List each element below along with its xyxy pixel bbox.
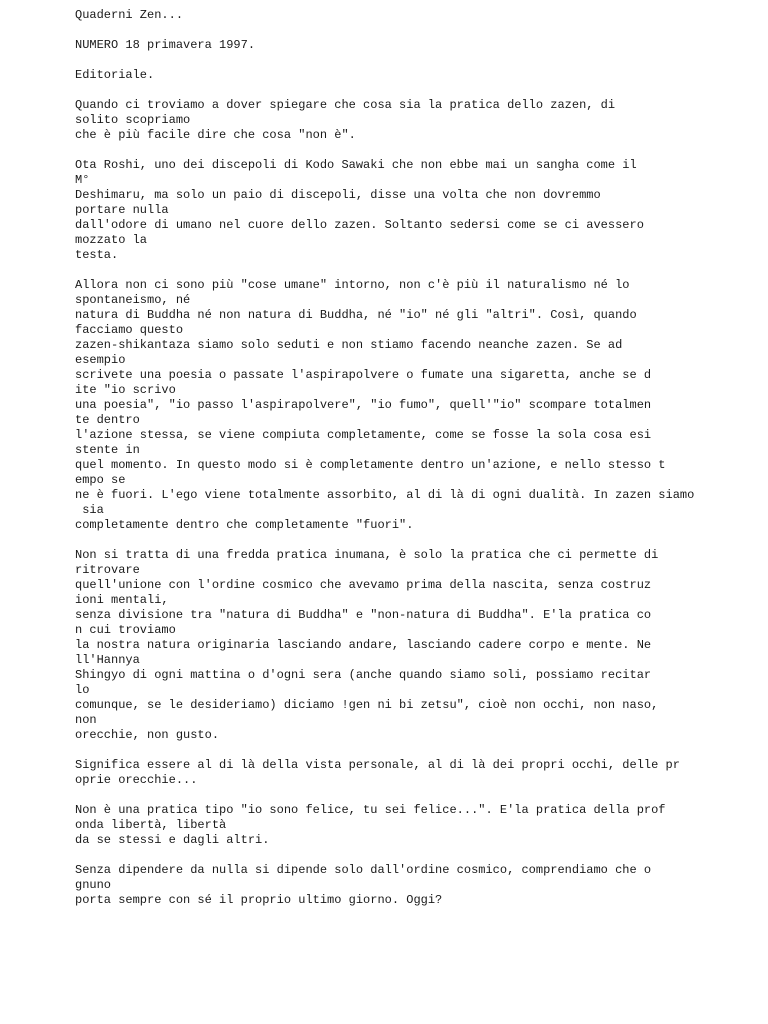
text-line: Deshimaru, ma solo un paio di discepoli, disse una volta che non dovremmo [75, 188, 601, 202]
paragraph-4 [75, 548, 755, 743]
text-line: Non è una pratica tipo "io sono felice, tu sei felice...". E'la pratica della prof [75, 803, 666, 817]
text-line: n cui troviamo [75, 623, 176, 637]
issue-text: NUMERO 18 primavera 1997. [75, 38, 256, 52]
document-page [75, 8, 755, 923]
text-line: quell'unione con l'ordine cosmico che avevamo prima della nascita, senza costruz [75, 578, 652, 592]
section-title-text: Editoriale. [75, 68, 155, 82]
text-line: Senza dipendere da nulla si dipende solo dall'ordine cosmico, comprendiamo che o [75, 863, 652, 877]
text-line: quel momento. In questo modo si è completamente dentro un'azione, e nello stesso t [75, 458, 666, 472]
text-line: senza divisione tra "natura di Buddha" e "non-natura di Buddha". E'la pratica co [75, 608, 652, 622]
paragraph-1 [75, 98, 755, 143]
text-line: comunque, se le desideriamo) diciamo !gen ni bi zetsu", cioè non occhi, non naso, [75, 698, 659, 712]
text-line: Allora non ci sono più "cose umane" intorno, non c'è più il naturalismo né lo [75, 278, 630, 292]
paragraph-7 [75, 863, 755, 908]
text-line: sia [75, 503, 104, 517]
text-line: ite "io scrivo [75, 383, 176, 397]
text-line: testa. [75, 248, 119, 262]
text-line: M° [75, 173, 90, 187]
text-line: empo se [75, 473, 126, 487]
text-line: Quando ci troviamo a dover spiegare che cosa sia la pratica dello zazen, di [75, 98, 616, 112]
header-line: Quaderni Zen... [75, 8, 184, 22]
text-line: esempio [75, 353, 126, 367]
text-line: spontaneismo, né [75, 293, 191, 307]
section-title [75, 68, 755, 83]
text-line: zazen-shikantaza siamo solo seduti e non stiamo facendo neanche zazen. Se ad [75, 338, 623, 352]
text-line: ne è fuori. L'ego viene totalmente assorbito, al di là di ogni dualità. In zazen siamo [75, 488, 695, 502]
text-line: solito scopriamo [75, 113, 191, 127]
paragraph-3 [75, 278, 755, 533]
paragraph-5 [75, 758, 755, 788]
text-line: portare nulla [75, 203, 169, 217]
text-line: ritrovare [75, 563, 140, 577]
text-line: ioni mentali, [75, 593, 169, 607]
text-line: Significa essere al di là della vista personale, al di là dei propri occhi, delle pr [75, 758, 680, 772]
text-line: da se stessi e dagli altri. [75, 833, 270, 847]
text-line: che è più facile dire che cosa "non è". [75, 128, 356, 142]
text-line: Shingyo di ogni mattina o d'ogni sera (anche quando siamo soli, possiamo recitar [75, 668, 652, 682]
text-line: onda libertà, libertà [75, 818, 227, 832]
journal-header [75, 8, 755, 23]
text-line: l'azione stessa, se viene compiuta completamente, come se fosse la sola cosa esi [75, 428, 652, 442]
text-line: la nostra natura originaria lasciando andare, lasciando cadere corpo e mente. Ne [75, 638, 652, 652]
text-line: porta sempre con sé il proprio ultimo giorno. Oggi? [75, 893, 443, 907]
text-line: mozzato la [75, 233, 148, 247]
text-line: dall'odore di umano nel cuore dello zazen. Soltanto sedersi come se ci avessero [75, 218, 644, 232]
text-line: non [75, 713, 97, 727]
paragraph-2 [75, 158, 755, 263]
text-line: te dentro [75, 413, 140, 427]
text-line: lo [75, 683, 90, 697]
text-line: facciamo questo [75, 323, 184, 337]
text-line: Ota Roshi, uno dei discepoli di Kodo Sawaki che non ebbe mai un sangha come il [75, 158, 637, 172]
text-line: orecchie, non gusto. [75, 728, 220, 742]
text-line: gnuno [75, 878, 112, 892]
paragraph-6 [75, 803, 755, 848]
issue-line [75, 38, 755, 53]
text-line: completamente dentro che completamente "fuori". [75, 518, 414, 532]
text-line: scrivete una poesia o passate l'aspirapolvere o fumate una sigaretta, anche se d [75, 368, 652, 382]
text-line: natura di Buddha né non natura di Buddha, né "io" né gli "altri". Così, quando [75, 308, 637, 322]
text-line: Non si tratta di una fredda pratica inumana, è solo la pratica che ci permette di [75, 548, 659, 562]
text-line: oprie orecchie... [75, 773, 198, 787]
text-line: stente in [75, 443, 140, 457]
text-line: ll'Hannya [75, 653, 140, 667]
text-line: una poesia", "io passo l'aspirapolvere", "io fumo", quell'"io" scompare totalmen [75, 398, 652, 412]
